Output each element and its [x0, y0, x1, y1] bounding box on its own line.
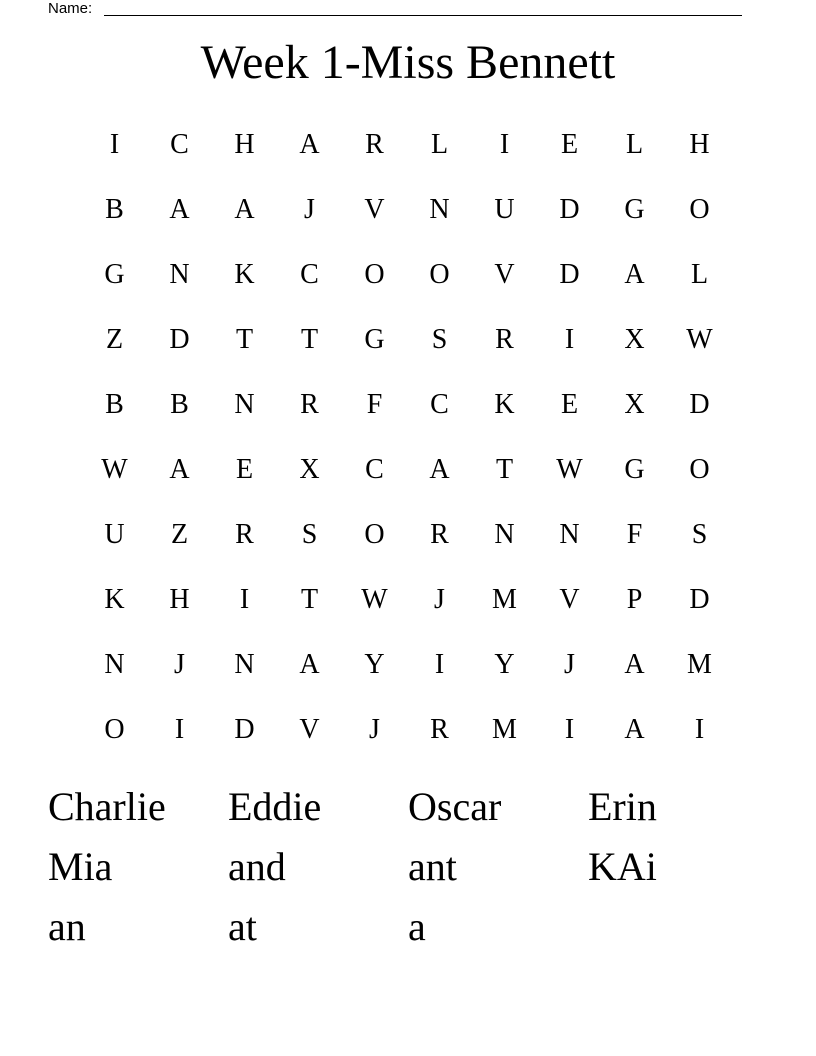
- word-bank-item: at: [228, 904, 257, 949]
- grid-letter: H: [169, 584, 190, 615]
- grid-row: [82, 632, 732, 697]
- grid-row: [82, 112, 732, 177]
- grid-letter: O: [364, 259, 385, 290]
- grid-letter: A: [429, 454, 450, 485]
- grid-letter: I: [434, 649, 445, 680]
- grid-letter: S: [301, 519, 318, 550]
- grid-letter: D: [559, 259, 580, 290]
- grid-letter: L: [625, 129, 644, 160]
- grid-letter: V: [364, 194, 385, 225]
- grid-letter: J: [369, 714, 380, 745]
- grid-letter: A: [234, 194, 255, 225]
- grid-letter: E: [560, 389, 579, 420]
- grid-letter: U: [104, 519, 125, 550]
- grid-letter: T: [300, 324, 319, 355]
- grid-letter: L: [430, 129, 449, 160]
- grid-letter: O: [429, 259, 450, 290]
- grid-letter: R: [365, 129, 384, 160]
- grid-letter: U: [494, 194, 515, 225]
- grid-letter: B: [170, 389, 189, 420]
- grid-letter: I: [499, 129, 510, 160]
- grid-row: [82, 372, 732, 437]
- grid-row: [82, 307, 732, 372]
- grid-letter: V: [494, 259, 515, 290]
- grid-row: [82, 502, 732, 567]
- grid-letter: B: [105, 194, 124, 225]
- grid-letter: G: [624, 454, 645, 485]
- word-bank-row: [48, 837, 768, 897]
- grid-letter: D: [559, 194, 580, 225]
- grid-letter: N: [234, 649, 255, 680]
- name-label: Name:: [48, 0, 93, 17]
- grid-letter: F: [626, 519, 643, 550]
- grid-letter: G: [104, 259, 125, 290]
- grid-letter: A: [299, 129, 320, 160]
- grid-letter: N: [494, 519, 515, 550]
- grid-letter: O: [689, 454, 710, 485]
- grid-letter: A: [624, 714, 645, 745]
- word-bank-item: a: [408, 904, 426, 949]
- grid-letter: K: [104, 584, 125, 615]
- grid-row: [82, 437, 732, 502]
- grid-letter: E: [560, 129, 579, 160]
- grid-letter: C: [170, 129, 189, 160]
- grid-letter: G: [624, 194, 645, 225]
- grid-letter: G: [364, 324, 385, 355]
- grid-letter: O: [104, 714, 125, 745]
- grid-letter: R: [235, 519, 254, 550]
- word-bank-item: Erin: [588, 784, 657, 829]
- grid-letter: N: [104, 649, 125, 680]
- word-bank-item: and: [228, 844, 286, 889]
- grid-letter: W: [361, 584, 388, 615]
- grid-letter: R: [430, 519, 449, 550]
- grid-letter: E: [235, 454, 254, 485]
- grid-letter: X: [299, 454, 320, 485]
- grid-letter: I: [109, 129, 120, 160]
- word-bank-row: [48, 897, 768, 957]
- grid-letter: C: [300, 259, 319, 290]
- grid-letter: D: [169, 324, 190, 355]
- word-bank-item: ant: [408, 844, 457, 889]
- grid-letter: J: [304, 194, 315, 225]
- grid-letter: T: [495, 454, 514, 485]
- word-bank-item: an: [48, 904, 86, 949]
- grid-letter: I: [174, 714, 185, 745]
- word-bank-item: KAi: [588, 844, 657, 889]
- grid-letter: N: [559, 519, 580, 550]
- grid-row: [82, 242, 732, 307]
- word-bank-row: [48, 777, 768, 837]
- letter-grid: [82, 112, 732, 762]
- word-bank-item: Eddie: [228, 784, 322, 829]
- grid-letter: M: [492, 584, 517, 615]
- word-bank-item: Mia: [48, 844, 113, 889]
- grid-letter: K: [234, 259, 255, 290]
- grid-letter: M: [492, 714, 517, 745]
- grid-letter: I: [239, 584, 250, 615]
- name-blank-line: [104, 15, 742, 16]
- grid-letter: C: [365, 454, 384, 485]
- grid-letter: S: [431, 324, 448, 355]
- grid-letter: V: [299, 714, 320, 745]
- grid-letter: J: [434, 584, 445, 615]
- word-bank-item: Oscar: [408, 784, 502, 829]
- grid-letter: Y: [364, 649, 385, 680]
- grid-letter: H: [689, 129, 710, 160]
- grid-letter: B: [105, 389, 124, 420]
- grid-letter: J: [174, 649, 185, 680]
- word-bank: [48, 777, 768, 957]
- grid-letter: Y: [494, 649, 515, 680]
- grid-letter: O: [689, 194, 710, 225]
- grid-letter: T: [235, 324, 254, 355]
- grid-row: [82, 567, 732, 632]
- grid-letter: A: [169, 454, 190, 485]
- grid-letter: N: [169, 259, 190, 290]
- grid-letter: X: [624, 324, 645, 355]
- grid-letter: O: [364, 519, 385, 550]
- grid-letter: I: [564, 714, 575, 745]
- grid-letter: X: [624, 389, 645, 420]
- grid-letter: F: [366, 389, 383, 420]
- word-bank-item: [588, 897, 768, 957]
- grid-letter: A: [624, 259, 645, 290]
- grid-letter: I: [694, 714, 705, 745]
- grid-letter: D: [234, 714, 255, 745]
- grid-letter: D: [689, 389, 710, 420]
- grid-letter: W: [101, 454, 128, 485]
- grid-letter: M: [687, 649, 712, 680]
- grid-letter: R: [300, 389, 319, 420]
- grid-letter: Z: [105, 324, 124, 355]
- grid-letter: S: [691, 519, 708, 550]
- grid-letter: R: [495, 324, 514, 355]
- word-bank-item: Charlie: [48, 784, 166, 829]
- grid-letter: J: [564, 649, 575, 680]
- grid-letter: A: [624, 649, 645, 680]
- grid-letter: N: [234, 389, 255, 420]
- grid-letter: Z: [170, 519, 189, 550]
- grid-letter: N: [429, 194, 450, 225]
- grid-letter: K: [494, 389, 515, 420]
- grid-letter: P: [626, 584, 643, 615]
- grid-row: [82, 697, 732, 762]
- grid-letter: T: [300, 584, 319, 615]
- grid-letter: A: [169, 194, 190, 225]
- grid-letter: I: [564, 324, 575, 355]
- grid-letter: H: [234, 129, 255, 160]
- grid-letter: D: [689, 584, 710, 615]
- grid-letter: W: [556, 454, 583, 485]
- page-title: Week 1-Miss Bennett: [200, 36, 616, 89]
- grid-letter: A: [299, 649, 320, 680]
- grid-row: [82, 177, 732, 242]
- grid-letter: L: [690, 259, 709, 290]
- grid-letter: W: [686, 324, 713, 355]
- grid-letter: R: [430, 714, 449, 745]
- grid-letter: C: [430, 389, 449, 420]
- grid-letter: V: [559, 584, 580, 615]
- name-field: [48, 0, 742, 18]
